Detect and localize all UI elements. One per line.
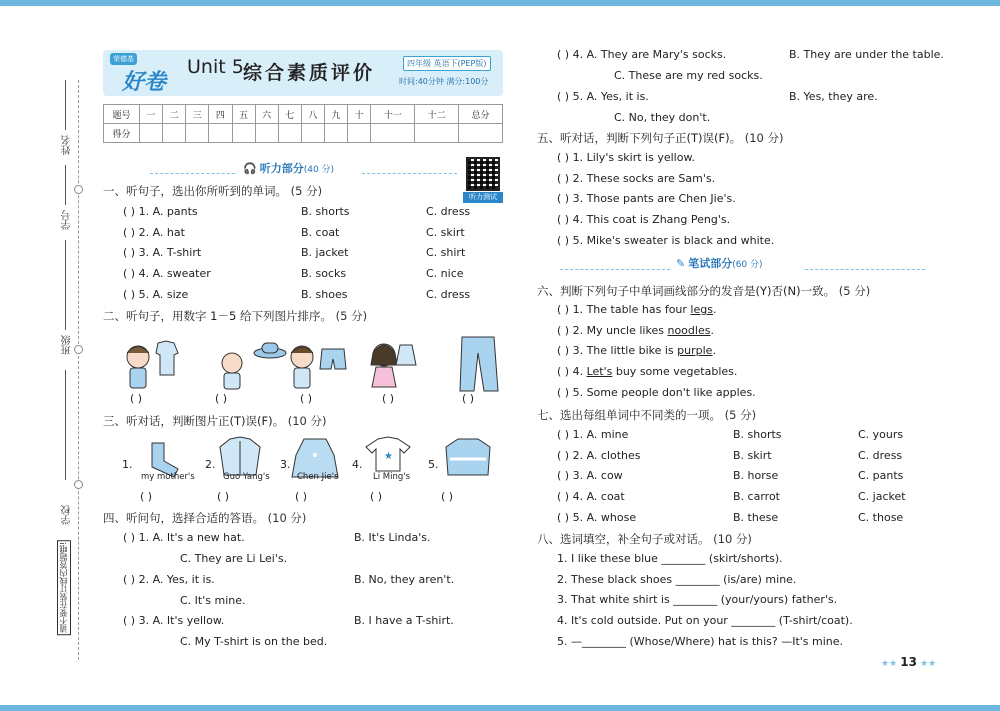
q7-option-b: B. horse: [733, 469, 779, 483]
underlined-word: purple: [677, 344, 713, 358]
q5-statement: ( ) 4. This coat is Zhang Peng's.: [557, 213, 731, 227]
q7-option-a: ( ) 5. A. whose: [557, 510, 637, 524]
girl-skirt-picture: [371, 344, 416, 387]
q3-number: 4.: [352, 458, 363, 471]
q3-heading: 三、听对话，判断图片正(T)误(F)。 (10 分): [103, 414, 327, 428]
score-header-cell: 九: [325, 105, 348, 124]
q5-statement: ( ) 2. These socks are Sam's.: [557, 171, 716, 185]
page-number: ★★ 13 ★★: [881, 655, 937, 669]
q1-option-a: ( ) 5. A. size: [123, 287, 189, 301]
binding-line: [78, 80, 79, 660]
score-header-row: [104, 105, 503, 124]
q4-option-b: B. It's Linda's.: [354, 531, 431, 544]
writing-section-title: ✎ 笔试部分(60 分): [676, 257, 763, 270]
q3-answer-blank: ( ): [140, 490, 153, 503]
q2-heading: 二、听句子，用数字 1－5 给下列图片排序。 (5 分): [103, 309, 368, 323]
q8-sentence: 4. It's cold outside. Put on your ________ (T-shirt/coat).: [557, 614, 853, 628]
pencil-icon: ✎: [676, 257, 686, 270]
score-cell[interactable]: [278, 124, 301, 143]
q3-caption: Guo Yang's: [223, 472, 270, 482]
q2-answer-blank: ( ): [462, 392, 475, 405]
q4-option-a: ( ) 5. A. Yes, it is.: [557, 89, 649, 103]
binding-warning: 请不要在装订线内答题哦!: [57, 540, 71, 635]
score-header-cell: 三: [186, 105, 209, 124]
q3-answer-blank: ( ): [295, 490, 308, 503]
q8-sentence: 5. —________ (Whose/Where) hat is this? —It's mine.: [557, 634, 844, 648]
top-border: [0, 0, 1000, 6]
q4-option-a: ( ) 2. A. Yes, it is.: [123, 572, 215, 586]
score-cell[interactable]: [459, 124, 503, 143]
q1-option-b: B. jacket: [301, 246, 349, 260]
q1-option-a: ( ) 2. A. hat: [123, 225, 185, 239]
bottom-border: [0, 705, 1000, 711]
q3-answer-blank: ( ): [370, 490, 383, 503]
score-cell[interactable]: [301, 124, 324, 143]
q5-statement: ( ) 3. Those pants are Chen Jie's.: [557, 192, 736, 206]
q7-option-b: B. skirt: [733, 448, 772, 462]
score-cell[interactable]: [140, 124, 163, 143]
name-label: 姓名: [62, 135, 73, 155]
q3-answer-blank: ( ): [441, 490, 454, 503]
q4-option-a: ( ) 1. A. It's a new hat.: [123, 531, 245, 544]
q5-heading: 五、听对话，判断下列句子正(T)误(F)。 (10 分): [537, 131, 784, 145]
score-header-cell: 六: [255, 105, 278, 124]
logo-name: 好卷: [122, 70, 167, 95]
q6-sentence: ( ) 4. Let's buy some vegetables.: [557, 365, 738, 379]
score-header-cell: 题号: [104, 105, 140, 124]
time-info: 时间:40分钟 满分:100分: [399, 77, 489, 86]
binding-hole: [74, 185, 83, 194]
q2-answer-blank: ( ): [215, 392, 228, 405]
score-cell[interactable]: [255, 124, 278, 143]
t-shirt-picture: [366, 437, 410, 471]
q7-option-c: C. yours: [858, 428, 904, 441]
score-cell[interactable]: [232, 124, 255, 143]
unit-title: Unit 5: [187, 56, 244, 78]
underlined-word: Let's: [586, 365, 613, 379]
score-table: [103, 104, 503, 143]
header-banner: [103, 50, 503, 96]
q7-option-b: B. shorts: [733, 428, 782, 441]
number-label: 学号: [62, 210, 73, 230]
q1-option-c: C. dress: [426, 205, 471, 218]
q7-option-a: ( ) 4. A. coat: [557, 490, 625, 504]
q7-option-a: ( ) 1. A. mine: [557, 428, 629, 441]
q3-caption: my mother's: [141, 472, 195, 482]
q3-caption: Chen Jie's: [297, 472, 339, 482]
headphones-icon: 🎧: [243, 162, 257, 175]
q4-option-c: C. It's mine.: [180, 593, 246, 607]
q4-option-a: ( ) 3. A. It's yellow.: [123, 614, 225, 627]
boy-sweater-picture: [127, 341, 178, 388]
q4-option-c: C. No, they don't.: [614, 110, 711, 124]
pants-picture: [460, 337, 498, 391]
q1-option-c: C. dress: [426, 287, 471, 301]
q2-answer-blank: ( ): [300, 392, 313, 405]
school-label: 学校: [62, 505, 73, 525]
q6-sentence: ( ) 2. My uncle likes noodles.: [557, 323, 714, 337]
q4-option-c: C. These are my red socks.: [614, 69, 763, 82]
q7-heading: 七、选出每组单词中不同类的一项。 (5 分): [537, 408, 757, 422]
q6-sentence: ( ) 5. Some people don't like apples.: [557, 385, 756, 399]
q3-number: 3.: [280, 458, 291, 471]
q4-option-b: B. They are under the table.: [789, 48, 944, 61]
q4-option-c: C. My T-shirt is on the bed.: [180, 635, 328, 648]
q1-option-c: C. shirt: [426, 246, 466, 260]
score-cell[interactable]: [163, 124, 186, 143]
binding-hole: [74, 480, 83, 489]
q8-sentence: 3. That white shirt is ________ (your/yours) father's.: [557, 593, 838, 607]
q7-option-c: C. those: [858, 510, 904, 524]
underlined-word: legs: [690, 303, 713, 316]
q1-option-b: B. shoes: [301, 287, 348, 301]
score-header-cell: 十: [348, 105, 371, 124]
score-header-cell: 十二: [415, 105, 459, 124]
q3-answer-blank: ( ): [217, 490, 230, 503]
score-row: [104, 124, 503, 143]
logo-series: 荣德基: [110, 53, 137, 65]
q1-option-b: B. shorts: [301, 205, 350, 218]
class-label: 班级: [62, 335, 73, 355]
svg-text:★: ★: [384, 451, 393, 462]
q1-option-b: B. coat: [301, 225, 340, 239]
q8-heading: 八、选词填空，补全句子或对话。 (10 分): [537, 532, 752, 546]
score-header-cell: 二: [163, 105, 186, 124]
q3-number: 1.: [122, 458, 133, 471]
score-header-cell: 总分: [459, 105, 503, 124]
q1-option-a: ( ) 4. A. sweater: [123, 267, 211, 281]
score-header-cell: 七: [278, 105, 301, 124]
q3-number: 2.: [205, 458, 216, 471]
q1-option-a: ( ) 1. A. pants: [123, 205, 198, 218]
brand-logo: [108, 53, 170, 93]
q6-sentence: ( ) 1. The table has four legs.: [557, 303, 717, 316]
q4-option-a: ( ) 4. A. They are Mary's socks.: [557, 48, 727, 61]
q5-statement: ( ) 5. Mike's sweater is black and white.: [557, 233, 775, 247]
q1-option-c: C. nice: [426, 267, 464, 281]
girl-hat-picture: [222, 343, 286, 389]
q2-pictures: [122, 335, 502, 393]
jacket-picture: [220, 437, 260, 475]
q4-option-b: B. I have a T-shirt.: [354, 614, 454, 627]
q2-answer-blank: ( ): [130, 392, 143, 405]
score-cell[interactable]: [209, 124, 232, 143]
q4-option-b: B. Yes, they are.: [789, 89, 878, 103]
q1-heading: 一、听句子，选出你所听到的单词。 (5 分): [103, 184, 323, 198]
q4-option-b: B. No, they aren't.: [354, 572, 455, 586]
qr-code[interactable]: [466, 157, 500, 191]
q7-option-b: B. these: [733, 510, 779, 524]
score-cell[interactable]: [371, 124, 415, 143]
q6-sentence: ( ) 3. The little bike is purple.: [557, 344, 716, 358]
q3-number: 5.: [428, 458, 439, 471]
listening-section-title: 🎧 听力部分(40 分): [243, 162, 335, 175]
score-cell[interactable]: [325, 124, 348, 143]
score-header-cell: 四: [209, 105, 232, 124]
qr-label: 听力测试: [463, 192, 503, 203]
page-title: 综合素质评价: [243, 62, 376, 84]
q7-option-a: ( ) 2. A. clothes: [557, 448, 641, 462]
boy-shorts-picture: [291, 346, 346, 388]
q7-option-c: C. pants: [858, 469, 904, 483]
score-cell[interactable]: [415, 124, 459, 143]
score-cell[interactable]: [186, 124, 209, 143]
underlined-word: noodles: [667, 323, 711, 337]
score-header-cell: 十一: [371, 105, 415, 124]
sweater-picture: [446, 439, 490, 475]
q4-option-c: C. They are Li Lei's.: [180, 552, 288, 565]
score-header-cell: 一: [140, 105, 163, 124]
binding-hole: [74, 345, 83, 354]
q8-sentence: 2. These black shoes ________ (is/are) mine.: [557, 572, 797, 586]
q2-answer-blank: ( ): [382, 392, 395, 405]
q3-caption: Li Ming's: [373, 472, 411, 482]
q8-sentence: 1. I like these blue ________ (skirt/shorts).: [557, 552, 783, 565]
score-row-label: 得分: [104, 124, 140, 143]
score-cell[interactable]: [348, 124, 371, 143]
q6-heading: 六、判断下列句子中单词画线部分的发音是(Y)否(N)一致。 (5 分): [537, 284, 871, 298]
q1-option-b: B. socks: [301, 267, 347, 281]
q1-option-a: ( ) 3. A. T-shirt: [123, 246, 202, 260]
q1-option-c: C. skirt: [426, 225, 465, 239]
q7-option-c: C. dress: [858, 448, 903, 462]
q7-option-c: C. jacket: [858, 490, 906, 504]
score-header-cell: 五: [232, 105, 255, 124]
q4-heading: 四、听问句，选择合适的答语。 (10 分): [103, 511, 307, 525]
grade-tag: 四年级 英语下(PEP版): [403, 56, 491, 71]
q5-statement: ( ) 1. Lily's skirt is yellow.: [557, 151, 695, 164]
q7-option-a: ( ) 3. A. cow: [557, 469, 623, 483]
q7-option-b: B. carrot: [733, 490, 780, 504]
score-header-cell: 八: [301, 105, 324, 124]
